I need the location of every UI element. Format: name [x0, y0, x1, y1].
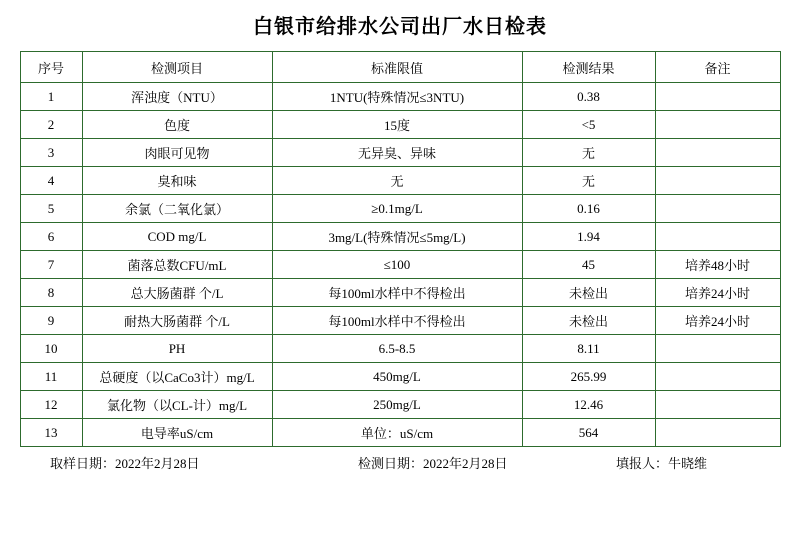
cell-remark	[655, 195, 780, 223]
cell-item: 耐热大肠菌群 个/L	[82, 307, 272, 335]
cell-result: 无	[522, 167, 655, 195]
cell-result: 45	[522, 251, 655, 279]
table-row	[20, 335, 780, 363]
cell-no: 8	[20, 279, 82, 307]
cell-item: 色度	[82, 111, 272, 139]
cell-remark	[655, 111, 780, 139]
cell-remark	[655, 419, 780, 447]
table-row	[20, 251, 780, 279]
cell-limit: 单位：uS/cm	[272, 419, 522, 447]
cell-limit: ≤100	[272, 251, 522, 279]
column-header-result: 检测结果	[522, 52, 655, 83]
cell-item: PH	[82, 335, 272, 363]
cell-result: 1.94	[522, 223, 655, 251]
cell-item: 总大肠菌群 个/L	[82, 279, 272, 307]
cell-no: 5	[20, 195, 82, 223]
page-title: 白银市给排水公司出厂水日检表	[253, 16, 547, 38]
cell-limit: ≥0.1mg/L	[272, 195, 522, 223]
cell-limit: 无	[272, 167, 522, 195]
table-row	[20, 391, 780, 419]
cell-result: 无	[522, 139, 655, 167]
cell-item: 菌落总数CFU/mL	[82, 251, 272, 279]
cell-remark	[655, 391, 780, 419]
cell-no: 2	[20, 111, 82, 139]
cell-result: 12.46	[522, 391, 655, 419]
cell-remark	[655, 167, 780, 195]
column-header-remark: 备注	[655, 52, 780, 83]
cell-item: 浑浊度（NTU）	[82, 83, 272, 111]
table-row	[20, 223, 780, 251]
table-row	[20, 139, 780, 167]
cell-limit: 每100ml水样中不得检出	[272, 307, 522, 335]
cell-no: 7	[20, 251, 82, 279]
cell-limit: 15度	[272, 111, 522, 139]
cell-remark	[655, 223, 780, 251]
table-row	[20, 195, 780, 223]
cell-limit: 无异臭、异味	[272, 139, 522, 167]
cell-item: 肉眼可见物	[82, 139, 272, 167]
cell-result: 未检出	[522, 307, 655, 335]
cell-result: 0.38	[522, 83, 655, 111]
cell-limit: 450mg/L	[272, 363, 522, 391]
column-header-limit: 标准限值	[272, 52, 522, 83]
cell-item: 氯化物（以CL-计）mg/L	[82, 391, 272, 419]
cell-no: 6	[20, 223, 82, 251]
table-row	[20, 279, 780, 307]
reporter: 填报人：牛晓维	[616, 456, 708, 471]
cell-no: 12	[20, 391, 82, 419]
test-date: 检测日期：2022年2月28日	[358, 456, 508, 471]
cell-item: 电导率uS/cm	[82, 419, 272, 447]
cell-result: 0.16	[522, 195, 655, 223]
cell-no: 1	[20, 83, 82, 111]
cell-result: <5	[522, 111, 655, 139]
column-header-no: 序号	[20, 52, 82, 83]
cell-remark: 培养48小时	[655, 251, 780, 279]
cell-no: 10	[20, 335, 82, 363]
cell-result: 未检出	[522, 279, 655, 307]
cell-remark: 培养24小时	[655, 307, 780, 335]
table-row	[20, 111, 780, 139]
cell-no: 11	[20, 363, 82, 391]
cell-remark	[655, 363, 780, 391]
cell-result: 8.11	[522, 335, 655, 363]
cell-remark	[655, 139, 780, 167]
cell-no: 13	[20, 419, 82, 447]
cell-item: COD mg/L	[82, 223, 272, 251]
cell-result: 564	[522, 419, 655, 447]
cell-limit: 1NTU(特殊情况≤3NTU)	[272, 83, 522, 111]
table-row	[20, 363, 780, 391]
cell-remark: 培养24小时	[655, 279, 780, 307]
cell-limit: 250mg/L	[272, 391, 522, 419]
water-quality-table	[20, 51, 781, 447]
column-header-item: 检测项目	[82, 52, 272, 83]
cell-item: 臭和味	[82, 167, 272, 195]
cell-limit: 6.5-8.5	[272, 335, 522, 363]
footer	[20, 453, 780, 472]
cell-limit: 每100ml水样中不得检出	[272, 279, 522, 307]
table-row	[20, 167, 780, 195]
cell-no: 9	[20, 307, 82, 335]
cell-no: 3	[20, 139, 82, 167]
sampling-date: 取样日期：2022年2月28日	[50, 456, 200, 471]
table-row	[20, 419, 780, 447]
cell-limit: 3mg/L(特殊情况≤5mg/L)	[272, 223, 522, 251]
cell-result: 265.99	[522, 363, 655, 391]
cell-remark	[655, 335, 780, 363]
table-header-row	[20, 52, 780, 83]
cell-item: 余氯（二氧化氯）	[82, 195, 272, 223]
cell-remark	[655, 83, 780, 111]
cell-item: 总硬度（以CaCo3计）mg/L	[82, 363, 272, 391]
table-row	[20, 307, 780, 335]
cell-no: 4	[20, 167, 82, 195]
table-row	[20, 83, 780, 111]
